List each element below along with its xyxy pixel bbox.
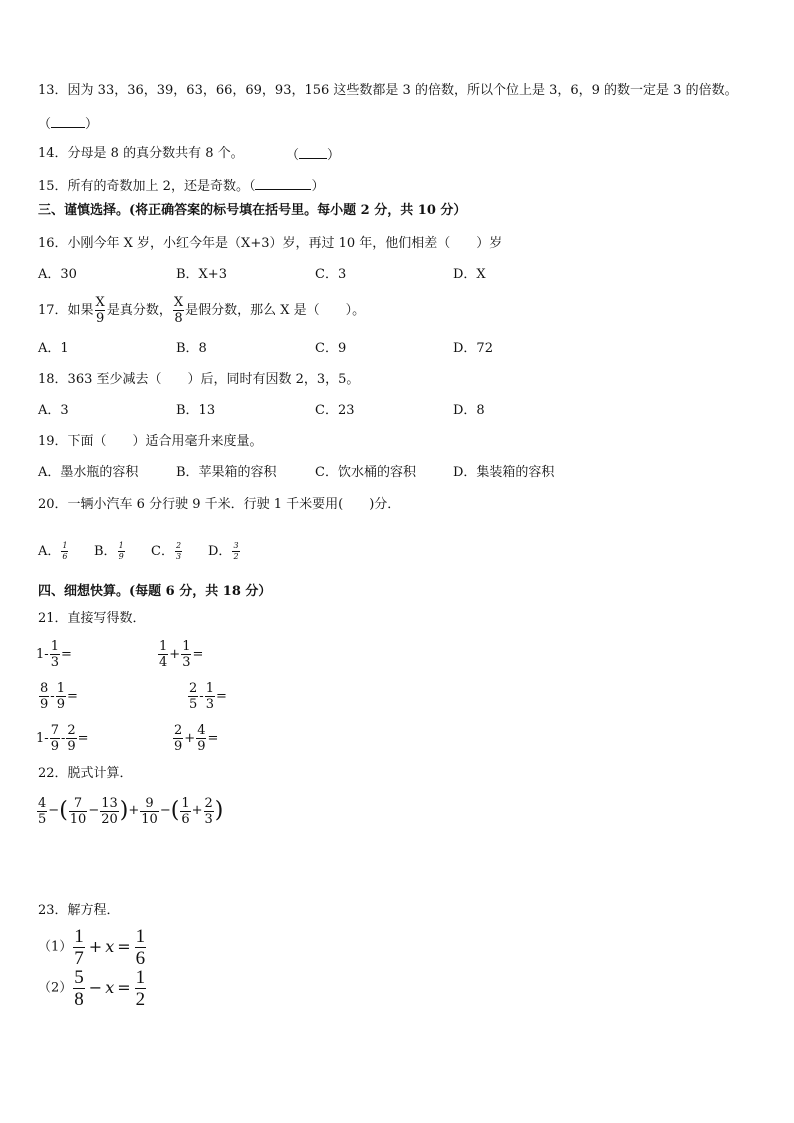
option-17-c[interactable]: C．9 — [315, 341, 347, 356]
option-20-c[interactable]: C． $\frac{2}{3}$ — [151, 541, 182, 561]
question-19-text: 19．下面（ ）适合用毫升来度量。 — [38, 434, 263, 449]
section-4-heading: 四、细想快算。(每题 6 分，共 18 分） — [38, 584, 272, 599]
equation-23-2: （2） $\frac{5}{8}$ − x = $\frac{1}{2}$ — [38, 966, 146, 1010]
answer-blank-14[interactable] — [299, 145, 327, 159]
option-19-d[interactable]: D．集装箱的容积 — [453, 465, 555, 480]
question-14-text: 14．分母是 8 的真分数共有 8 个。 — [38, 146, 244, 161]
fraction-x-over-9: $\frac{X}{9}$ — [95, 295, 105, 326]
equation-23-1: （1） $\frac{1}{7}$ + x = $\frac{1}{6}$ — [38, 925, 146, 969]
option-16-b[interactable]: B．X+3 — [176, 267, 227, 282]
fraction-1-6: $\frac{1}{6}$ — [62, 541, 68, 561]
option-20-a[interactable]: A． $\frac{1}{6}$ — [38, 541, 68, 561]
option-19-a[interactable]: A．墨水瓶的容积 — [38, 465, 139, 480]
question-13-answer: （ ） — [38, 114, 98, 134]
option-18-a[interactable]: A．3 — [38, 403, 69, 418]
question-20-text: 20．一辆小汽车 6 分行驶 9 千米．行驶 1 千米要用( )分． — [38, 497, 401, 512]
question-13-text: 13．因为 33，36，39，63，66，69，93，156 这些数都是 3 的倍数，所以个位上是 3，6，9 的数一定是 3 的倍数。 — [38, 83, 738, 98]
expr-21-4: $\frac{2}{5}$ - $\frac{1}{3}$ = — [189, 681, 227, 712]
fraction-2-3: $\frac{2}{3}$ — [175, 541, 182, 561]
answer-blank-15[interactable] — [255, 176, 311, 190]
question-17: 17．如果 $\frac{X}{9}$ 是真分数， $\frac{X}{8}$ 是假分数，那么 X 是（ ）。 — [38, 295, 366, 326]
question-13 — [38, 82, 738, 100]
expr-21-1: 1- $\frac{1}{3}$ = — [36, 639, 72, 670]
question-14 — [38, 145, 244, 163]
expr-21-5: 1- $\frac{7}{9}$ - $\frac{2}{9}$ = — [36, 723, 89, 754]
fraction-3-2: $\frac{3}{2}$ — [233, 541, 239, 561]
option-18-b[interactable]: B．13 — [176, 403, 216, 418]
question-23-title: 23．解方程． — [38, 903, 120, 918]
question-14-answer: （ ） — [286, 145, 340, 165]
option-17-a[interactable]: A．1 — [38, 341, 69, 356]
section-3-heading: 三、谨慎选择。(将正确答案的标号填在括号里。每小题 2 分，共 10 分） — [38, 203, 467, 218]
expr-21-3: $\frac{8}{9}$ - $\frac{1}{9}$ = — [40, 681, 78, 712]
question-18-text: 18．363 至少减去（ ）后，同时有因数 2，3，5。 — [38, 372, 360, 387]
question-16-text: 16．小刚今年 X 岁，小红今年是（X+3）岁，再过 10 年，他们相差（ ）岁 — [38, 236, 503, 251]
option-16-d[interactable]: D．X — [453, 267, 486, 282]
question-21-title: 21．直接写得数． — [38, 611, 146, 626]
option-19-b[interactable]: B．苹果箱的容积 — [176, 465, 277, 480]
question-15-text: 15．所有的奇数加上 2，还是奇数。（ — [38, 179, 256, 194]
option-17-d[interactable]: D．72 — [453, 341, 493, 356]
option-16-a[interactable]: A．30 — [38, 267, 77, 282]
expr-21-6: $\frac{2}{9}$ + $\frac{4}{9}$ = — [174, 723, 219, 754]
option-18-d[interactable]: D．8 — [453, 403, 485, 418]
option-17-b[interactable]: B．8 — [176, 341, 207, 356]
question-15: 15．所有的奇数加上 2，还是奇数。（ ） — [38, 176, 324, 196]
option-20-d[interactable]: D． $\frac{3}{2}$ — [208, 541, 239, 561]
option-18-c[interactable]: C．23 — [315, 403, 355, 418]
fraction-x-over-8: $\frac{X}{8}$ — [173, 295, 184, 326]
option-19-c[interactable]: C．饮水桶的容积 — [315, 465, 416, 480]
fraction-1-9: $\frac{1}{9}$ — [118, 541, 124, 561]
expr-21-2: $\frac{1}{4}$ + $\frac{1}{3}$ = — [159, 639, 204, 670]
question-22-title: 22．脱式计算． — [38, 766, 133, 781]
option-20-b[interactable]: B． $\frac{1}{9}$ — [94, 541, 124, 561]
expr-22: $\frac{4}{5}$ −( $\frac{7}{10}$ − $\frac{13}{20}$ )+ $\frac{9}{10}$ −( $\frac{1}{6}$ + $\frac{2}{3}$ ) — [38, 795, 224, 827]
answer-blank-13[interactable] — [51, 114, 85, 128]
option-16-c[interactable]: C．3 — [315, 267, 347, 282]
